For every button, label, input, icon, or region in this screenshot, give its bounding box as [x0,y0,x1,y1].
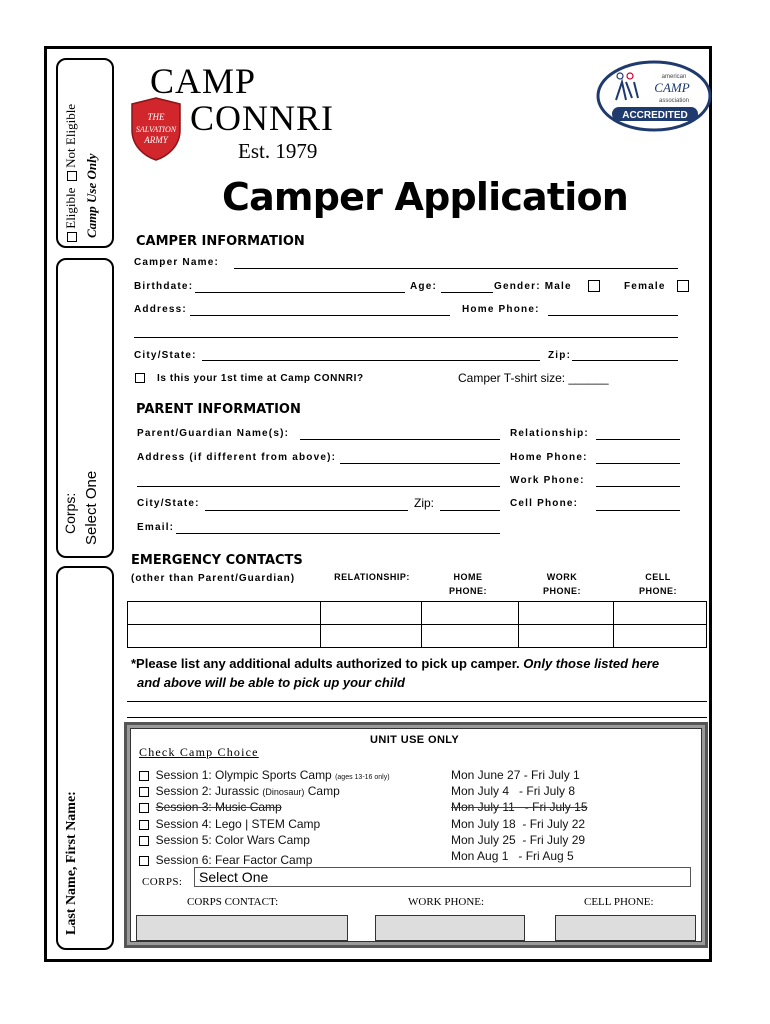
svg-text:SALVATION: SALVATION [135,125,177,134]
camper-name-label: Camper Name: [134,257,219,268]
age-label: Age: [410,281,438,292]
col-relationship: RELATIONSHIP: [334,572,410,582]
birthdate-label: Birthdate: [134,281,194,292]
emergency-contacts-table [127,601,707,648]
parent-section-title: PARENT INFORMATION [136,402,301,417]
session-2[interactable]: Session 2: Jurassic (Dinosaur) Camp [139,784,340,798]
parent-city-label: City/State: [137,498,200,509]
svg-text:CAMP: CAMP [654,80,690,95]
table-cell[interactable] [128,602,321,625]
session-3-dates: Mon July 11 - Fri July 15 [451,800,588,814]
parent-address-field[interactable] [340,463,500,464]
work-phone-field[interactable] [375,915,525,941]
table-cell[interactable] [614,625,707,648]
relationship-field[interactable] [596,439,680,440]
first-time-label: Is this your 1st time at Camp CONNRI? [157,373,364,384]
zip-field[interactable] [572,360,678,361]
svg-text:american: american [661,74,687,80]
aca-accredited-badge [594,58,716,134]
cell-phone-field[interactable] [555,915,696,941]
emergency-subtitle: (other than Parent/Guardian) [131,573,296,584]
first-time-checkbox[interactable] [135,373,145,383]
camper-name-field[interactable] [234,268,678,269]
session-5[interactable]: Session 5: Color Wars Camp [139,833,310,847]
city-state-field[interactable] [202,360,540,361]
session-6[interactable]: Session 6: Fear Factor Camp [139,853,312,867]
table-row [128,625,707,648]
parent-city-field[interactable] [205,510,408,511]
session-3[interactable]: Session 3: Music Camp [139,800,282,814]
col-cell-phone: CELL PHONE: [638,572,677,596]
age-field[interactable] [441,292,493,293]
address-label: Address: [134,304,187,315]
parent-home-phone-field[interactable] [596,463,680,464]
home-phone-label: Home Phone: [462,304,540,315]
parent-name-label: Parent/Guardian Name(s): [137,428,290,439]
corps-contact-field[interactable] [136,915,348,941]
unit-use-title: UNIT USE ONLY [370,734,460,746]
session-2-dates: Mon July 4 - Fri July 8 [451,784,576,798]
email-field[interactable] [176,533,500,534]
unit-corps-select[interactable]: Select One [194,867,691,887]
parent-work-phone-field[interactable] [596,486,680,487]
session-4[interactable]: Session 4: Lego | STEM Camp [139,817,320,831]
table-cell[interactable] [128,625,321,648]
table-cell[interactable] [321,602,422,625]
address-field[interactable] [190,315,450,316]
svg-text:ACCREDITED: ACCREDITED [622,110,688,121]
city-state-label: City/State: [134,350,197,361]
col-home-phone: HOME PHONE: [448,572,487,596]
salvation-army-shield-logo [128,96,184,162]
tshirt-size-label: Camper T-shirt size: ______ [458,371,609,385]
parent-name-field[interactable] [300,439,500,440]
svg-text:association: association [658,98,690,104]
parent-address-line2-field[interactable] [137,486,500,487]
session-5-dates: Mon July 25 - Fri July 29 [451,833,586,847]
male-checkbox[interactable] [588,280,600,292]
not-eligible-checkbox[interactable] [67,171,77,181]
female-label: Female [624,281,666,292]
svg-text:ARMY: ARMY [144,135,168,145]
camper-section-title: CAMPER INFORMATION [136,234,305,249]
camp-use-label: Camp Use Only [84,153,99,238]
camp-name-line2: CONNRI [190,98,335,138]
work-phone-label: WORK PHONE: [408,896,485,908]
session-6-dates: Mon Aug 1 - Fri Aug 5 [451,849,574,863]
table-cell[interactable] [321,625,422,648]
parent-cell-field[interactable] [596,510,680,511]
camp-name-line1: CAMP [150,61,257,101]
table-cell[interactable] [422,602,519,625]
female-checkbox[interactable] [677,280,689,292]
session-1-dates: Mon June 27 - Fri July 1 [451,768,580,782]
check-camp-choice-label: Check Camp Choice [139,745,259,759]
corps-select[interactable]: Select One [83,470,100,545]
address-line2-field[interactable] [134,337,678,338]
pickup-line2[interactable] [127,717,707,718]
parent-work-phone-label: Work Phone: [510,475,585,486]
gender-label: Gender: Male [494,281,572,292]
parent-zip-field[interactable] [440,510,500,511]
table-cell[interactable] [614,602,707,625]
email-label: Email: [137,522,175,533]
home-phone-field[interactable] [548,315,678,316]
table-cell[interactable] [422,625,519,648]
corps-label: Corps: [62,492,78,534]
corps-contact-label: CORPS CONTACT: [187,896,279,908]
parent-zip-label: Zip: [414,496,435,510]
birthdate-field[interactable] [195,292,405,293]
table-cell[interactable] [519,625,614,648]
table-cell[interactable] [519,602,614,625]
table-row [128,602,707,625]
eligible-checkbox[interactable] [67,232,77,242]
session-1[interactable]: Session 1: Olympic Sports Camp (ages 13-16 only) [139,768,390,782]
page-title: Camper Application [222,175,629,219]
parent-address-label: Address (if different from above): [137,452,337,463]
session-4-dates: Mon July 18 - Fri July 22 [451,817,586,831]
parent-cell-label: Cell Phone: [510,498,579,509]
svg-text:THE: THE [147,112,165,122]
parent-home-phone-label: Home Phone: [510,452,588,463]
pickup-notice: *Please list any additional adults authorized to pick up camper. Only those listed here and above will be able to pick up your child [131,656,660,690]
unit-corps-label: CORPS: [142,876,183,888]
relationship-label: Relationship: [510,428,589,439]
pickup-line1[interactable] [127,701,707,702]
cell-phone-label: CELL PHONE: [584,896,654,908]
col-work-phone: WORK PHONE: [542,572,581,596]
name-label: Last Name, First Name: [64,791,79,935]
established-year: Est. 1979 [238,139,318,163]
eligibility-label: Eligible Not Eligible [63,104,79,242]
emergency-section-title: EMERGENCY CONTACTS [131,553,303,568]
zip-label: Zip: [548,350,572,361]
